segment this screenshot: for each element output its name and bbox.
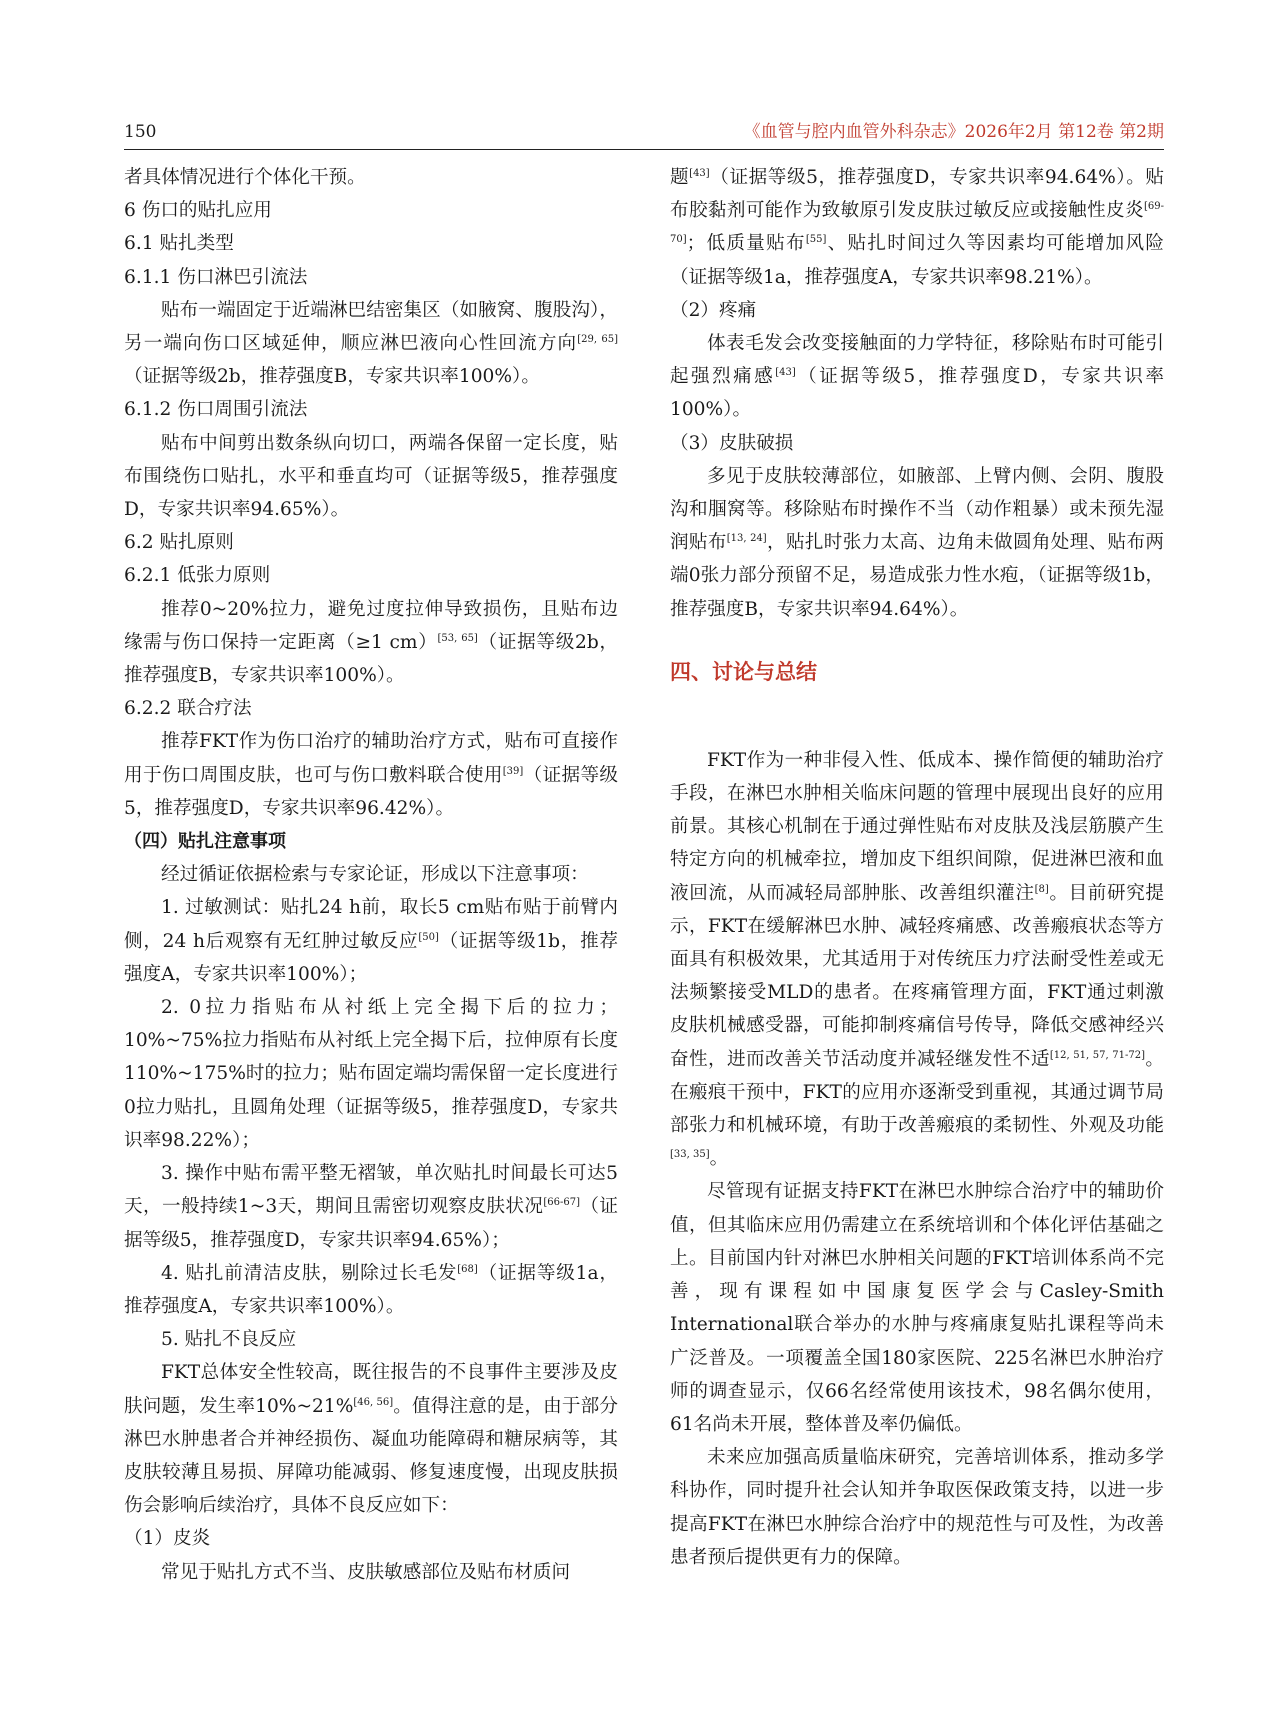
heading-6-1-2: 6.1.2 伤口周围引流法 — [124, 399, 308, 421]
citation: [53, 65] — [437, 632, 478, 644]
list-item: 4. 贴扎前清洁皮肤，剔除过长毛发[68]（证据等级1a，推荐强度A，专家共识率100%）。 — [124, 1262, 618, 1317]
citation: [43] — [775, 367, 796, 379]
citation: [33, 35] — [670, 1149, 710, 1161]
citation: [46, 56] — [353, 1396, 394, 1408]
citation: [55] — [805, 234, 827, 246]
spacer — [670, 626, 1164, 644]
citation: [68] — [457, 1263, 478, 1275]
paragraph: 推荐0~20%拉力，避免过度拉伸导致损伤，且贴布边缘需与伤口保持一定距离（≥1 cm）[53, 65]（证据等级2b，推荐强度B，专家共识率100%）。 — [124, 598, 619, 687]
heading-notes: （四）贴扎注意事项 — [124, 831, 286, 853]
subheading-dermatitis: （1）皮炎 — [124, 1528, 211, 1550]
citation: [43] — [689, 168, 710, 179]
citation: [29, 65] — [577, 334, 618, 346]
paragraph: 贴布一端固定于近端淋巴结密集区（如腋窝、腹股沟），另一端向伤口区域延伸，顺应淋巴液向心性回流方向[29, 65]（证据等级2b，推荐强度B，专家共识率100%）。 — [124, 299, 618, 388]
paragraph: FKT总体安全性较高，既往报告的不良事件主要涉及皮肤问题，发生率10%~21%[46, 56]。值得注意的是，由于部分淋巴水肿患者合并神经损伤、凝血功能障碍和糖尿病等，其皮肤较薄且易损、屏障功能减弱、修复速度慢，出现皮肤损伤会影响后续治疗，具体不良反应如下： — [124, 1362, 618, 1517]
list-item: 3. 操作中贴布需平整无褶皱，单次贴扎时间最长可达5天，一般持续1~3天，期间且需密切观察皮肤状况[66-67]（证据等级5，推荐强度D，专家共识率94.65%）； — [124, 1163, 618, 1251]
paragraph: 题[43]（证据等级5，推荐强度D，专家共识率94.64%）。贴布胶黏剂可能作为致敏原引发皮肤过敏反应或接触性皮炎[69-70]；低质量贴布[55]、贴扎时间过久等因素均可能增加风险（证据等级1a，推荐强度A，专家共识率98.21%）。 — [670, 167, 1164, 288]
paragraph: 尽管现有证据支持FKT在淋巴水肿综合治疗中的辅助价值，但其临床应用仍需建立在系统培训和个体化评估基础之上。目前国内针对淋巴水肿相关问题的FKT培训体系尚不完善，现有课程如中国康复医学会与Casley-Smith International联合举办的水肿与疼痛康复贴扎课程等尚未广泛普及。一项覆盖全国180家医院、225名淋巴水肿治疗师的调查显示，仅66名经常使用该技术，98名偶尔使用，61名尚未开展，整体普及率仍偏低。 — [670, 1181, 1164, 1435]
subheading-skin-damage: （3）皮肤破损 — [670, 432, 794, 454]
page-number: 150 — [124, 122, 157, 142]
paragraph: 常见于贴扎方式不当、皮肤敏感部位及贴布材质问 — [161, 1561, 571, 1583]
journal-info: 《血管与腔内血管外科杂志》2026年2月 第12卷 第2期 — [743, 122, 1164, 142]
list-item: 1. 过敏测试：贴扎24 h前，取长5 cm贴布贴于前臂内侧，24 h后观察有无红肿过敏反应[50]（证据等级1b，推荐强度A，专家共识率100%）； — [124, 897, 619, 985]
citation: [13, 24] — [726, 533, 767, 545]
heading-6: 6 伤口的贴扎应用 — [124, 200, 272, 222]
paragraph: 未来应加强高质量临床研究，完善培训体系，推动多学科协作，同时提升社会认知并争取医保政策支持，以进一步提高FKT在淋巴水肿综合治疗中的规范性与可及性，为改善患者预后提供更有力的保障。 — [670, 1447, 1164, 1568]
paragraph: 多见于皮肤较薄部位，如腋部、上臂内侧、会阴、腹股沟和腘窝等。移除贴布时操作不当（动作粗暴）或未预先湿润贴布[13, 24]，贴扎时张力太高、边角未做圆角处理、贴布两端0张力部分预留不足，易造成张力性水疱，（证据等级1b，推荐强度B，专家共识率94.64%）。 — [670, 465, 1164, 620]
citation: [8] — [1034, 883, 1049, 895]
paragraph: 贴布中间剪出数条纵向切口，两端各保留一定长度，贴布围绕伤口贴扎，水平和垂直均可（证据等级5，推荐强度D，专家共识率94.65%）。 — [124, 432, 618, 521]
left-column — [124, 161, 618, 1589]
subheading-pain: （2）疼痛 — [670, 299, 757, 321]
paragraph: FKT作为一种非侵入性、低成本、操作简便的辅助治疗手段，在淋巴水肿相关临床问题的管理中展现出良好的应用前景。其核心机制在于通过弹性贴布对皮肤及浅层筋膜产生特定方向的机械牵拉，增加皮下组织间隙，促进淋巴液和血液回流，从而减轻局部肿胀、改善组织灌注[8]。目前研究提示，FKT在缓解淋巴水肿、减轻疼痛感、改善瘢痕状态等方面具有积极效果，尤其适用于对传统压力疗法耐受性差或无法频繁接受MLD的患者。在疼痛管理方面，FKT通过刺激皮肤机械感受器，可能抑制疼痛信号传导，降低交感神经兴奋性，进而改善关节活动度并减轻继发性不适[12, 51, 57, 71-72]。在瘢痕干预中，FKT的应用亦逐渐受到重视，其通过调节局部张力和机械环境，有助于改善瘢痕的柔韧性、外观及功能[33, 35]。 — [670, 749, 1164, 1170]
citation: [66-67] — [543, 1197, 581, 1209]
right-column — [670, 161, 1164, 1574]
paragraph: 推荐FKT作为伤口治疗的辅助治疗方式，贴布可直接作用于伤口周围皮肤，也可与伤口敷料联合使用[39]（证据等级5，推荐强度D，专家共识率96.42%）。 — [124, 731, 618, 819]
page-header — [124, 118, 1164, 146]
list-item: 2. 0拉力指贴布从衬纸上完全揭下后的拉力；10%~75%拉力指贴布从衬纸上完全揭下后，拉伸原有长度110%~175%时的拉力；贴布固定端均需保留一定长度进行0拉力贴扎，且圆角处理（证据等级5，推荐强度D，专家共识率98.22%）； — [124, 997, 618, 1151]
citation: [50] — [418, 931, 439, 943]
paragraph: 者具体情况进行个体化干预。 — [124, 167, 366, 188]
heading-6-2-2: 6.2.2 联合疗法 — [124, 698, 252, 720]
citation: [12, 51, 57, 71-72] — [1049, 1049, 1145, 1061]
heading-6-2: 6.2 贴扎原则 — [124, 532, 234, 554]
section-heading: 四、讨论与总结 — [670, 659, 817, 684]
header-rule — [124, 149, 1164, 150]
citation: [39] — [502, 765, 524, 777]
list-item: 5. 贴扎不良反应 — [161, 1329, 297, 1351]
paragraph: 体表毛发会改变接触面的力学特征，移除贴布时可能引起强烈痛感[43]（证据等级5，推荐强度D，专家共识率100%）。 — [670, 333, 1164, 421]
heading-6-2-1: 6.2.1 低张力原则 — [124, 565, 271, 587]
heading-6-1-1: 6.1.1 伤口淋巴引流法 — [124, 266, 308, 288]
paragraph: 经过循证依据检索与专家论证，形成以下注意事项： — [161, 864, 589, 886]
heading-6-1: 6.1 贴扎类型 — [124, 233, 234, 255]
citation: [69-70] — [670, 201, 1164, 246]
